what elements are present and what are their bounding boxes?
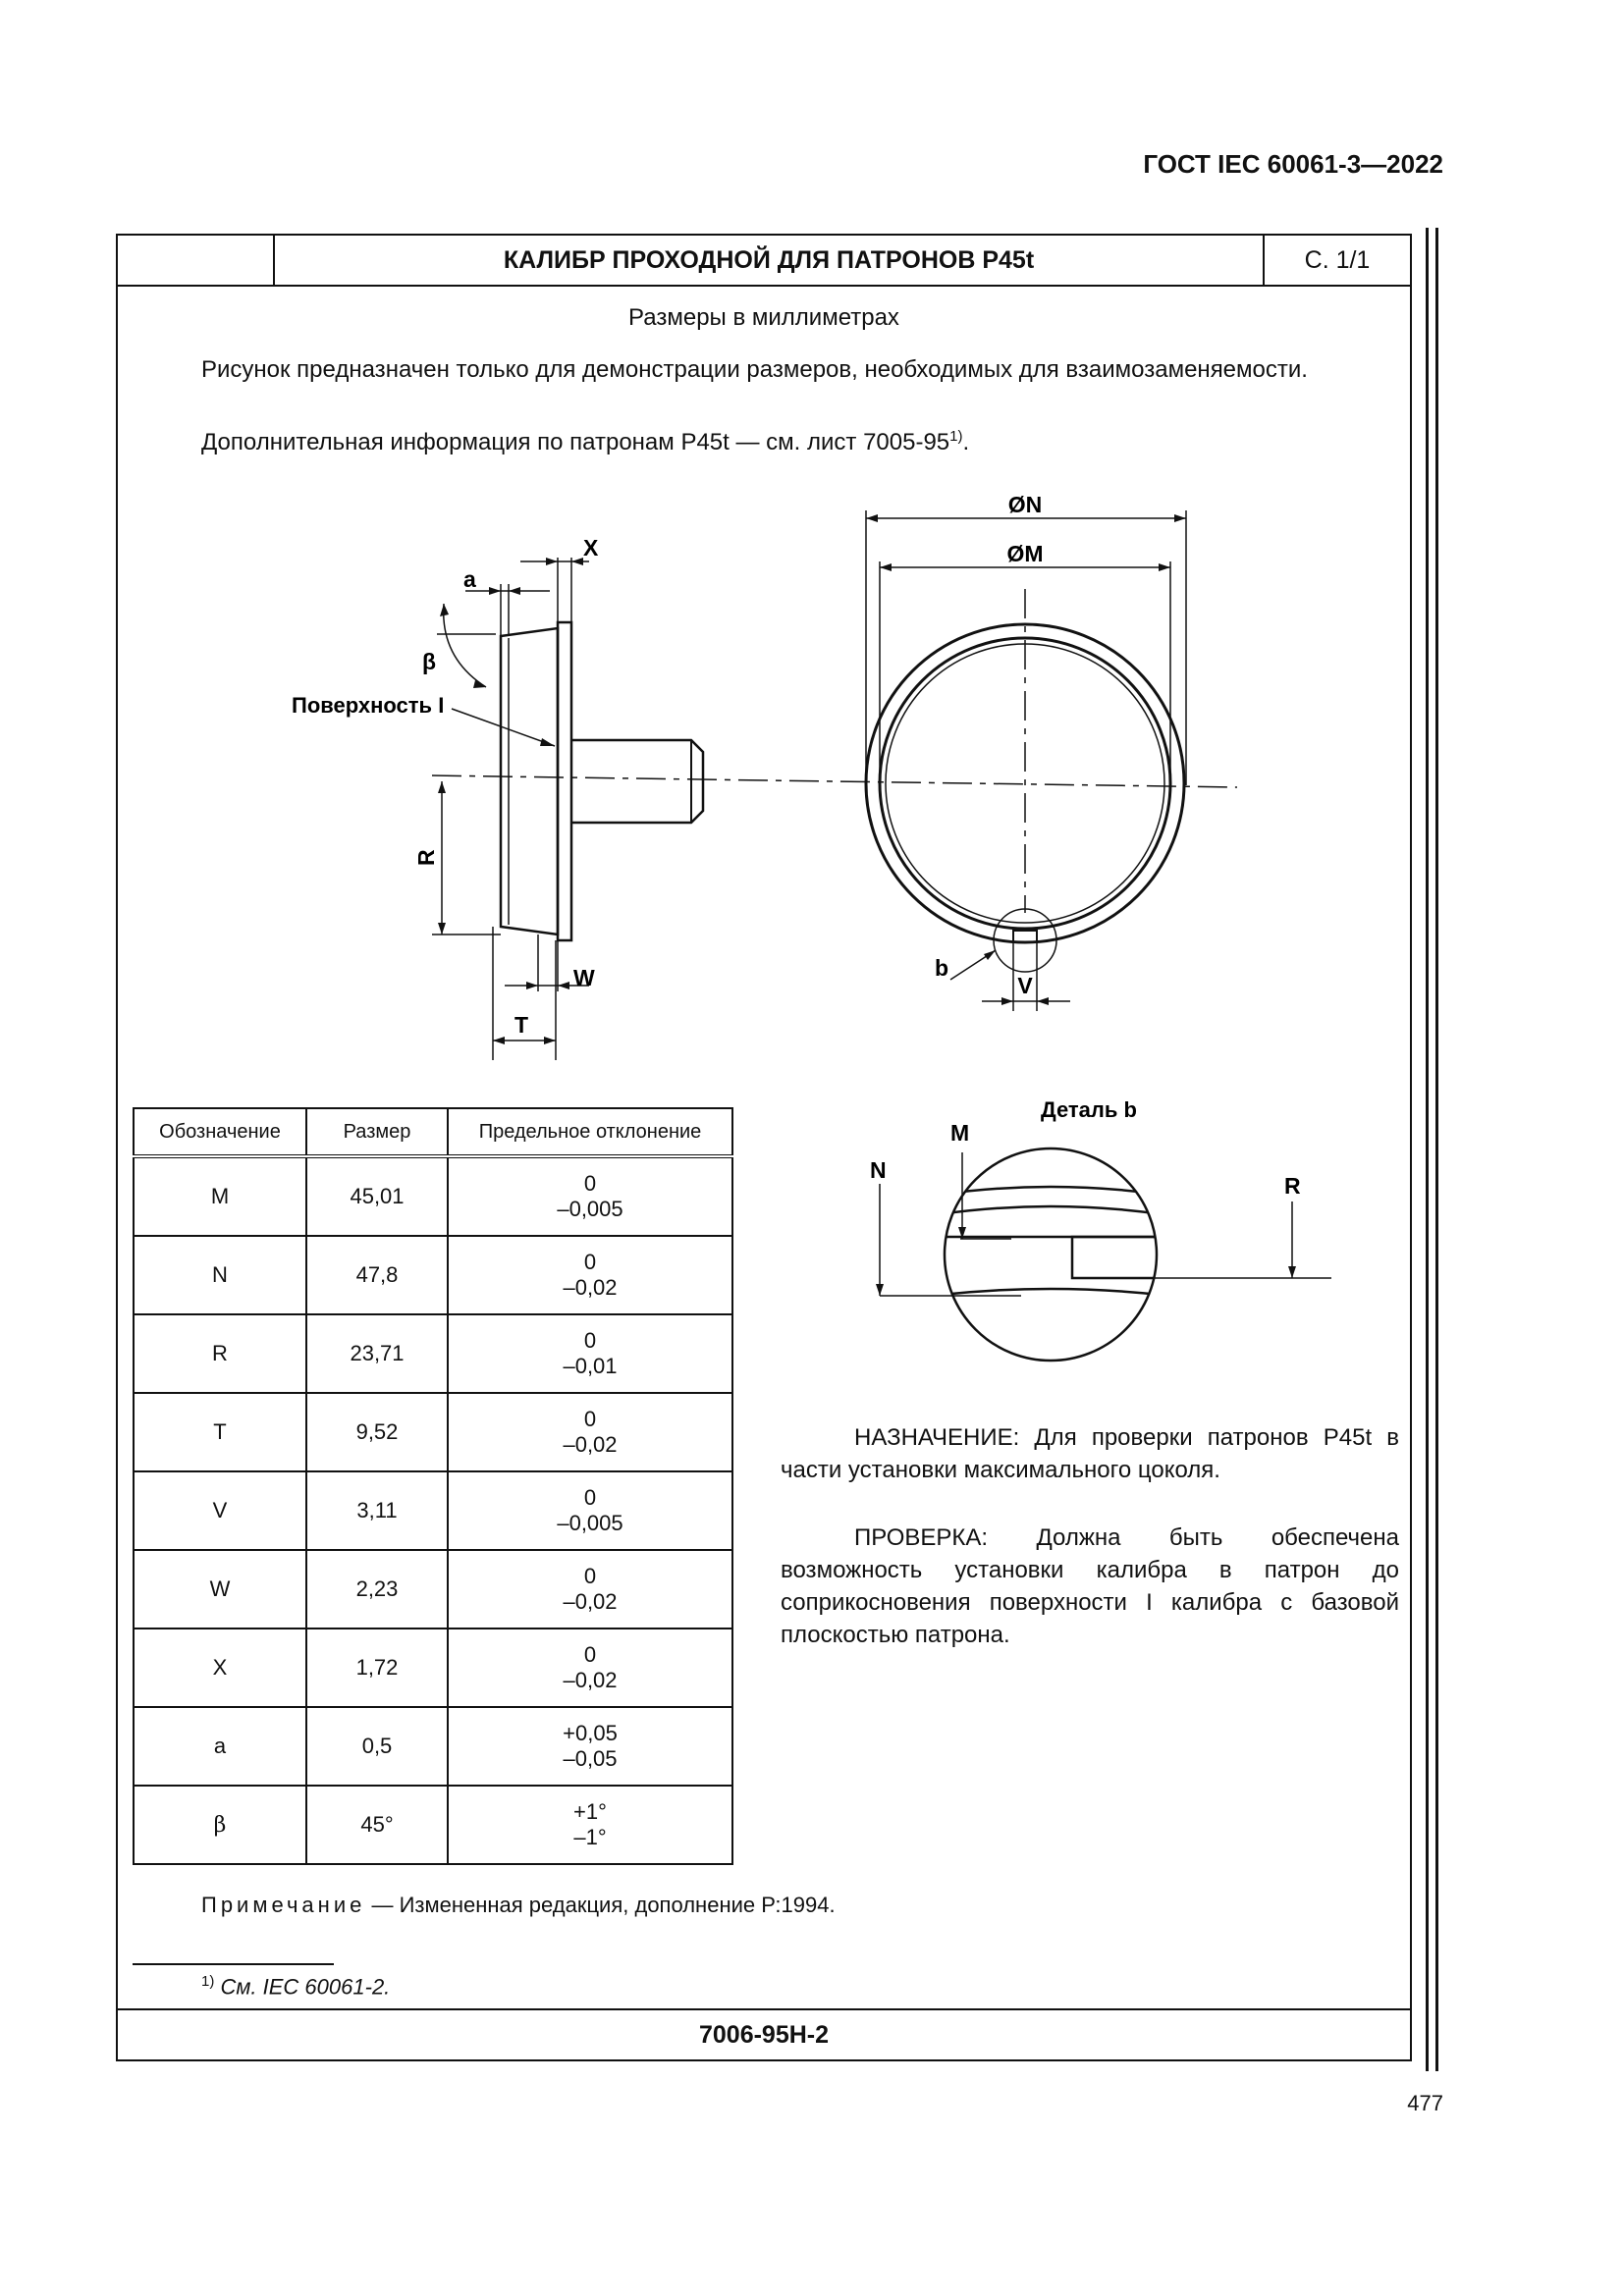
table-row — [134, 1156, 732, 1236]
cell-symbol: W — [134, 1550, 306, 1629]
header-tolerance: Предельное отклонение — [448, 1108, 732, 1156]
label-b: b — [935, 955, 949, 981]
tolerance-upper: 0 — [583, 1642, 597, 1667]
cell-symbol: M — [134, 1156, 306, 1236]
cell-tolerance — [448, 1550, 732, 1629]
gauge-base-plate — [558, 622, 571, 940]
label-t: T — [514, 1012, 529, 1038]
tolerance-upper: +1° — [573, 1799, 607, 1824]
label-m: ØM — [1006, 541, 1044, 566]
label-x: X — [583, 535, 599, 561]
table-row — [134, 1629, 732, 1707]
sheet-title: КАЛИБР ПРОХОДНОЙ ДЛЯ ПАТРОНОВ P45t — [503, 246, 1035, 274]
tolerance-lower: –0,02 — [563, 1275, 618, 1300]
intro-p2-end: . — [962, 429, 970, 455]
tolerance-lower: –0,05 — [563, 1746, 618, 1771]
label-w: W — [573, 965, 595, 990]
table-row — [134, 1236, 732, 1314]
cell-tolerance — [448, 1707, 732, 1786]
cell-tolerance — [448, 1156, 732, 1236]
footnote-text: См. IEC 60061-2. — [214, 1974, 391, 2000]
label-surface: Поверхность I — [292, 693, 445, 718]
tolerance-lower: –0,02 — [563, 1432, 618, 1457]
cell-tolerance — [448, 1236, 732, 1314]
header-symbol: Обозначение — [134, 1108, 306, 1156]
cell-symbol: R — [134, 1314, 306, 1393]
intro-p2-text: Дополнительная информация по патронам P45t — см. лист 7005-95 — [201, 429, 950, 455]
note-label: Примечание — [201, 1893, 366, 1917]
cell-tolerance — [448, 1393, 732, 1471]
page-number: 477 — [1407, 2091, 1443, 2115]
sheet-code: 7006-95H-2 — [698, 2021, 830, 2049]
cell-size: 9,52 — [306, 1393, 448, 1471]
table-row — [134, 1550, 732, 1629]
cell-size: 1,72 — [306, 1629, 448, 1707]
detail-b-drawing — [844, 1090, 1355, 1414]
table-header-row — [134, 1108, 732, 1156]
cell-symbol: a — [134, 1707, 306, 1786]
tolerance-upper: 0 — [583, 1564, 597, 1588]
detail-label-r: R — [1284, 1173, 1301, 1199]
units-note: Размеры в миллиметрах — [628, 304, 899, 331]
cell-symbol: X — [134, 1629, 306, 1707]
label-n: ØN — [1007, 492, 1043, 517]
purpose-text: НАЗНАЧЕНИЕ: Для проверки патронов P45t в части установки максимального цоколя. — [781, 1424, 1399, 1483]
table-row — [134, 1314, 732, 1393]
detail-label-m: M — [950, 1120, 970, 1146]
footnote-mark: 1) — [201, 1973, 215, 1990]
note — [201, 1893, 1183, 1918]
cell-symbol: T — [134, 1393, 306, 1471]
cell-size: 23,71 — [306, 1314, 448, 1393]
tolerance-lower: –0,02 — [563, 1668, 618, 1692]
tolerance-lower: –0,005 — [557, 1511, 623, 1535]
standard-header: ГОСТ IEC 60061-3—2022 — [1143, 149, 1443, 179]
cell-size: 45,01 — [306, 1156, 448, 1236]
tolerance-upper: 0 — [583, 1250, 597, 1274]
cell-symbol: β — [134, 1786, 306, 1864]
intro-paragraph-1: Рисунок предназначен только для демонстрации размеров, необходимых для взаимозаменяемости. — [201, 356, 1308, 383]
tolerance-upper: 0 — [583, 1485, 597, 1510]
detail-label-n: N — [870, 1157, 887, 1183]
tolerance-lower: –0,02 — [563, 1589, 618, 1614]
cell-size: 2,23 — [306, 1550, 448, 1629]
cell-tolerance — [448, 1314, 732, 1393]
footnote — [201, 1973, 390, 2000]
label-v: V — [1017, 973, 1033, 998]
tolerance-upper: 0 — [583, 1328, 597, 1353]
cell-symbol: V — [134, 1471, 306, 1550]
cell-tolerance — [448, 1629, 732, 1707]
tolerance-lower: –0,005 — [557, 1197, 623, 1221]
dimensions-table — [133, 1107, 733, 1865]
label-a: a — [463, 566, 476, 592]
label-r: R — [413, 849, 439, 866]
cell-size: 47,8 — [306, 1236, 448, 1314]
label-beta: β — [422, 649, 437, 674]
gauge-pin — [571, 740, 703, 823]
table-row — [134, 1786, 732, 1864]
tolerance-lower: –1° — [573, 1825, 607, 1849]
cell-size: 3,11 — [306, 1471, 448, 1550]
sheet-number: С. 1/1 — [1304, 246, 1371, 274]
note-text: — Измененная редакция, дополнение Р:1994. — [365, 1893, 836, 1917]
cell-symbol: N — [134, 1236, 306, 1314]
table-row — [134, 1471, 732, 1550]
cell-size: 0,5 — [306, 1707, 448, 1786]
cell-size: 45° — [306, 1786, 448, 1864]
check-text: ПРОВЕРКА: Должна быть обеспечена возможность установки калибра в патрон до соприкосновения поверхности I калибра с базовой плоскостью патрона. — [781, 1524, 1399, 1648]
tolerance-upper: +0,05 — [563, 1721, 618, 1745]
cell-tolerance — [448, 1471, 732, 1550]
gauge-drawing — [0, 0, 1623, 1080]
footnote-ref: 1) — [949, 428, 963, 445]
table-row — [134, 1393, 732, 1471]
tolerance-lower: –0,01 — [563, 1354, 618, 1378]
header-size: Размер — [306, 1108, 448, 1156]
footnote-rule — [133, 1963, 334, 1965]
tolerance-upper: 0 — [583, 1407, 597, 1431]
tolerance-upper: 0 — [583, 1171, 597, 1196]
cell-tolerance — [448, 1786, 732, 1864]
table-row — [134, 1707, 732, 1786]
detail-title: Деталь b — [1041, 1097, 1137, 1122]
